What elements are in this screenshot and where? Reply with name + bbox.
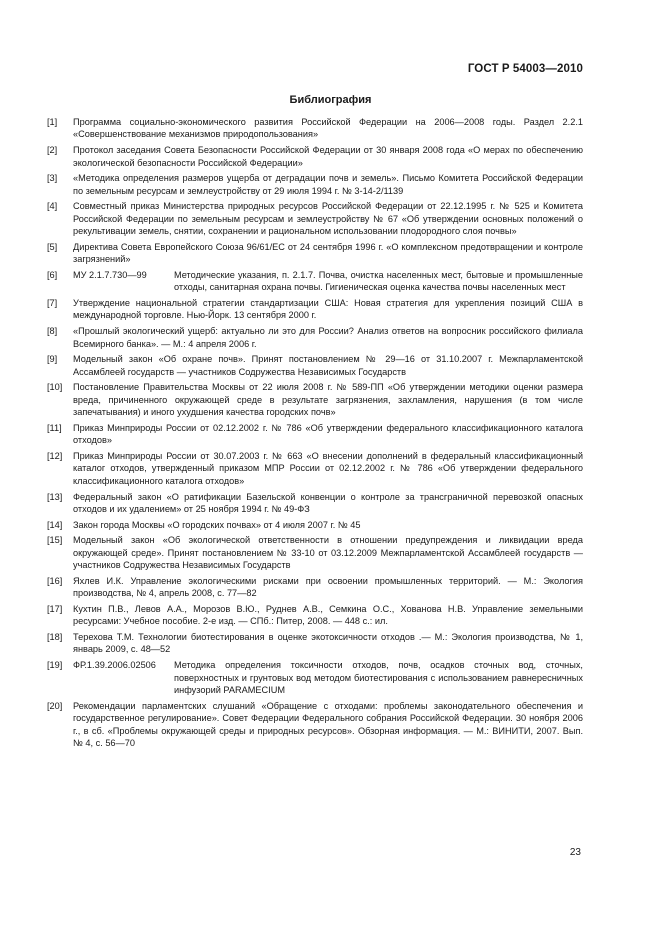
entry-number: [14] <box>47 519 63 530</box>
entry-number: [5] <box>47 241 58 252</box>
entry-number: [12] <box>47 451 63 462</box>
bibliography-entry <box>47 575 583 600</box>
bibliography-entry <box>47 631 583 656</box>
entry-text: Программа социально-экономического развития Российской Федерации на 2006—2008 годы. Раздел 2.2.1 «Совершенствование механизмов природопользования» <box>73 117 583 140</box>
entry-text: Методические указания, п. 2.1.7. Почва, очистка населенных мест, бытовые и промышленные отходы, санитарная охрана почвы. Гигиеническая оценка качества почвы населенных мест <box>174 269 583 293</box>
bibliography-entry <box>47 200 583 237</box>
bibliography-entry <box>47 116 583 141</box>
entry-text: «Прошлый экологический ущерб: актуально ли это для России? Анализ ответов на вопросник российского филиала Всемирного банка». — М.: 4 апреля 2006 г. <box>73 326 583 349</box>
bibliography-entry <box>47 519 583 531</box>
entry-text: Закон города Москвы «О городских почвах» от 4 июля 2007 г. № 45 <box>73 519 361 530</box>
standard-designation: ГОСТ Р 54003—2010 <box>467 63 583 75</box>
entry-text: Приказ Минприроды России от 30.07.2003 г. № 663 «О внесении дополнений в федеральный классификационный каталог отходов, утвержденный приказом МПР России от 02.12.2002 г. № 786 «Об утверждении федерального классификационного каталога отходов» <box>73 451 583 486</box>
entry-number: [18] <box>47 632 63 643</box>
entry-number: [16] <box>47 575 63 586</box>
bibliography-entry <box>47 659 583 696</box>
bibliography-entry <box>47 353 583 378</box>
bibliography-entry <box>47 144 583 169</box>
entry-text: Постановление Правительства Москвы от 22 июля 2008 г. № 589-ПП «Об утверждении методики оценки размера вреда, причиненного окружающей среде в результате загрязнения, захламления, нарушения (в том числе запечатывания) и иного ухудшения качества городских почв» <box>73 382 583 418</box>
entry-text: Приказ Минприроды России от 02.12.2002 г. № 786 «Об утверждении федерального классификационного каталога отходов» <box>73 422 583 446</box>
bibliography-entry <box>47 325 583 350</box>
bibliography-list <box>47 116 583 753</box>
entry-document-code: МУ 2.1.7.730—99 <box>73 269 147 280</box>
entry-number: [20] <box>47 700 63 711</box>
entry-number: [17] <box>47 603 63 614</box>
entry-number: [1] <box>47 117 58 127</box>
bibliography-entry <box>47 534 583 571</box>
entry-number: [4] <box>47 201 58 212</box>
entry-number: [7] <box>47 298 58 309</box>
entry-number: [11] <box>47 422 62 433</box>
bibliography-entry <box>47 450 583 487</box>
entry-number: [6] <box>47 269 58 280</box>
entry-text: Модельный закон «Об охране почв». Принят постановлением № 29—16 от 31.10.2007 г. Межпарламентской Ассамблеей государств — участников Содружества Независимых Государств <box>73 354 583 377</box>
entry-text: Модельный закон «Об экологической ответственности в отношении предупреждения и ликвидации вреда окружающей среде». Принят постановлением № 33-10 от 03.12.2009 Межпарламентской Ассамблеей государств — участников Содружества Независимых Государств <box>73 535 583 571</box>
bibliography-title: Библиография <box>289 94 372 106</box>
entry-text: Утверждение национальной стратегии стандартизации США: Новая стратегия для укрепления позиций США в международной торговле. Нью-Йорк. 13 сентября 2000 г. <box>73 298 583 321</box>
entry-number: [8] <box>47 326 58 337</box>
bibliography-entry <box>47 381 583 418</box>
bibliography-entry <box>47 269 583 294</box>
bibliography-entry <box>47 603 583 628</box>
entry-text: «Методика определения размеров ущерба от деградации почв и земель». Письмо Комитета Российской Федерации по земельным ресурсам и землеустройству от 29 июля 1994 г. № 3-14-2/1139 <box>73 173 583 196</box>
entry-text: Протокол заседания Совета Безопасности Российской Федерации от 30 января 2008 года «О мерах по обеспечению экологической безопасности Российской Федерации» <box>73 145 583 168</box>
entry-text: Рекомендации парламентских слушаний «Обращение с отходами: проблемы законодательного обеспечения и государственное регулирование». Совет Федерации Федерального собрания Российской Федерации. 30 ноября 2006 г., в сб. «Проблемы окружающей среды и природных ресурсов». Обзорная информация. — М.: ВИНИТИ, 2007. Вып. № 4, с. 56—70 <box>73 700 583 748</box>
entry-number: [2] <box>47 145 58 156</box>
entry-text: Директива Совета Европейского Союза 96/61/ЕС от 24 сентября 1996 г. «О комплексном предотвращении и контроле загрязнений» <box>73 241 583 265</box>
entry-number: [13] <box>47 491 63 502</box>
bibliography-entry <box>47 422 583 447</box>
bibliography-entry <box>47 241 583 266</box>
entry-text: Яхлев И.К. Управление экологическими рисками при освоении промышленных территорий. — М.: Экология производства, № 4, апрель 2008, с. 77—82 <box>73 575 583 599</box>
bibliography-entry <box>47 491 583 516</box>
entry-document-code: ФР.1.39.2006.02506 <box>73 660 156 671</box>
entry-number: [3] <box>47 173 58 184</box>
entry-text: Федеральный закон «О ратификации Базельской конвенции о контроле за трансграничной перевозкой опасных отходов и их удалением» от 25 ноября 1994 г. № 49-ФЗ <box>73 491 583 514</box>
entry-number: [10] <box>47 382 63 393</box>
entry-text: Методика определения токсичности отходов, почв, осадков сточных вод, сточных, поверхностных и грунтовых вод методом биотестирования с использованием равнересничных инфузорий PARAMECIUM <box>174 660 583 695</box>
bibliography-entry <box>47 297 583 322</box>
entry-text: Кухтин П.В., Левов А.А., Морозов В.Ю., Руднев А.В., Семкина О.С., Хованова Н.В. Управление земельными ресурсами: Учебное пособие. 2-е изд. — СПб.: Питер, 2008. — 448 с.: ил. <box>73 603 583 627</box>
entry-number: [9] <box>47 354 58 365</box>
bibliography-entry <box>47 172 583 197</box>
page-number: 23 <box>569 847 581 858</box>
bibliography-entry <box>47 700 583 750</box>
entry-number: [19] <box>47 660 63 671</box>
entry-text: Совместный приказ Министерства природных ресурсов Российской Федерации от 22.12.1995 г. № 525 и Комитета Российской Федерации по земельным ресурсам и землеустройству № 67 «Об утверждении основных положений о рекультивации земель, снятии, сохранении и рациональном использовании плодородного слоя почвы» <box>73 201 583 237</box>
entry-text: Терехова Т.М. Технологии биотестирования в оценке экотоксичности отходов .— М.: Экология производства, № 1, январь 2009, с. 48—52 <box>73 632 583 655</box>
entry-number: [15] <box>47 535 63 546</box>
